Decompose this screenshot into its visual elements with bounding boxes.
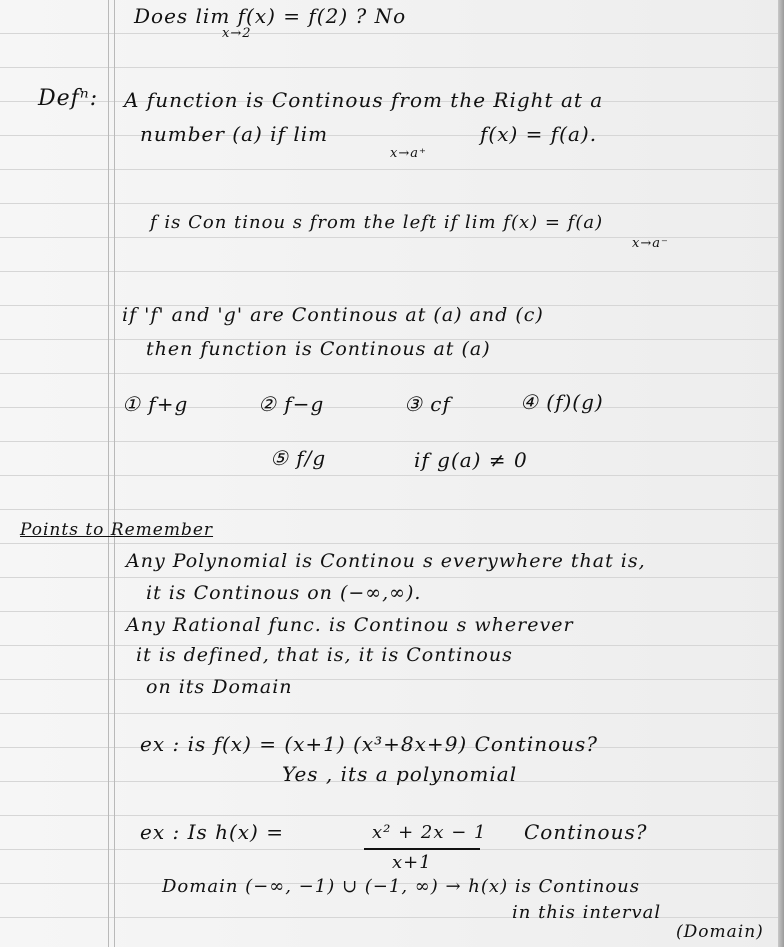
operation-sum: ① f+g [122, 392, 189, 416]
remember-line-2: it is Continous on (−∞,∞). [146, 582, 422, 604]
definition-line-2: number (a) if lim [140, 122, 329, 146]
operation-quotient: ⑤ f/g [270, 446, 327, 470]
operation-difference: ② f−g [258, 392, 325, 416]
page-edge [778, 0, 784, 947]
remember-line-1: Any Polynomial is Continou s everywhere that is, [126, 550, 646, 572]
fraction-bar [364, 848, 480, 850]
example-2-domain-note: (Domain) [676, 922, 764, 942]
definition-line-1: A function is Continous from the Right at a [124, 88, 604, 112]
left-continuity-subscript: x→a⁻ [632, 236, 669, 251]
example-2-question: ex : Is h(x) = [140, 820, 284, 844]
definition-label: Defⁿ: [38, 86, 99, 111]
left-continuity-line: f is Con tinou s from the left if lim f(x) = f(a) [150, 212, 604, 233]
operation-scalar: ③ cf [404, 392, 451, 416]
example-2-numerator: x² + 2x − 1 [372, 822, 487, 843]
remember-line-3: Any Rational func. is Continou s wherever [126, 614, 574, 636]
definition-subscript: x→a⁺ [390, 146, 427, 161]
combination-line-1: if 'f' and 'g' are Continous at (a) and (c) [122, 304, 544, 326]
margin-line [114, 0, 115, 947]
remember-line-5: on its Domain [146, 676, 293, 698]
example-2-denominator: x+1 [392, 852, 432, 873]
quotient-condition: if g(a) ≠ 0 [414, 448, 528, 472]
example-2-continuity: Continous? [524, 820, 648, 844]
margin-line [108, 0, 109, 947]
limit-subscript: x→2 [222, 26, 252, 41]
example-1-question: ex : is f(x) = (x+1) (x³+8x+9) Continous? [140, 732, 599, 756]
example-1-answer: Yes , its a polynomial [282, 762, 518, 786]
remember-line-4: it is defined, that is, it is Continous [136, 644, 513, 666]
example-2-domain: Domain (−∞, −1) ∪ (−1, ∞) → h(x) is Continous [162, 876, 640, 897]
operation-product: ④ (f)(g) [520, 390, 604, 414]
combination-line-2: then function is Continous at (a) [146, 338, 491, 360]
points-heading: Points to Remember [20, 520, 214, 540]
limit-question: Does lim f(x) = f(2) ? No [134, 4, 407, 28]
definition-line-2-equation: f(x) = f(a). [480, 122, 598, 146]
example-2-interval: in this interval [512, 902, 662, 923]
